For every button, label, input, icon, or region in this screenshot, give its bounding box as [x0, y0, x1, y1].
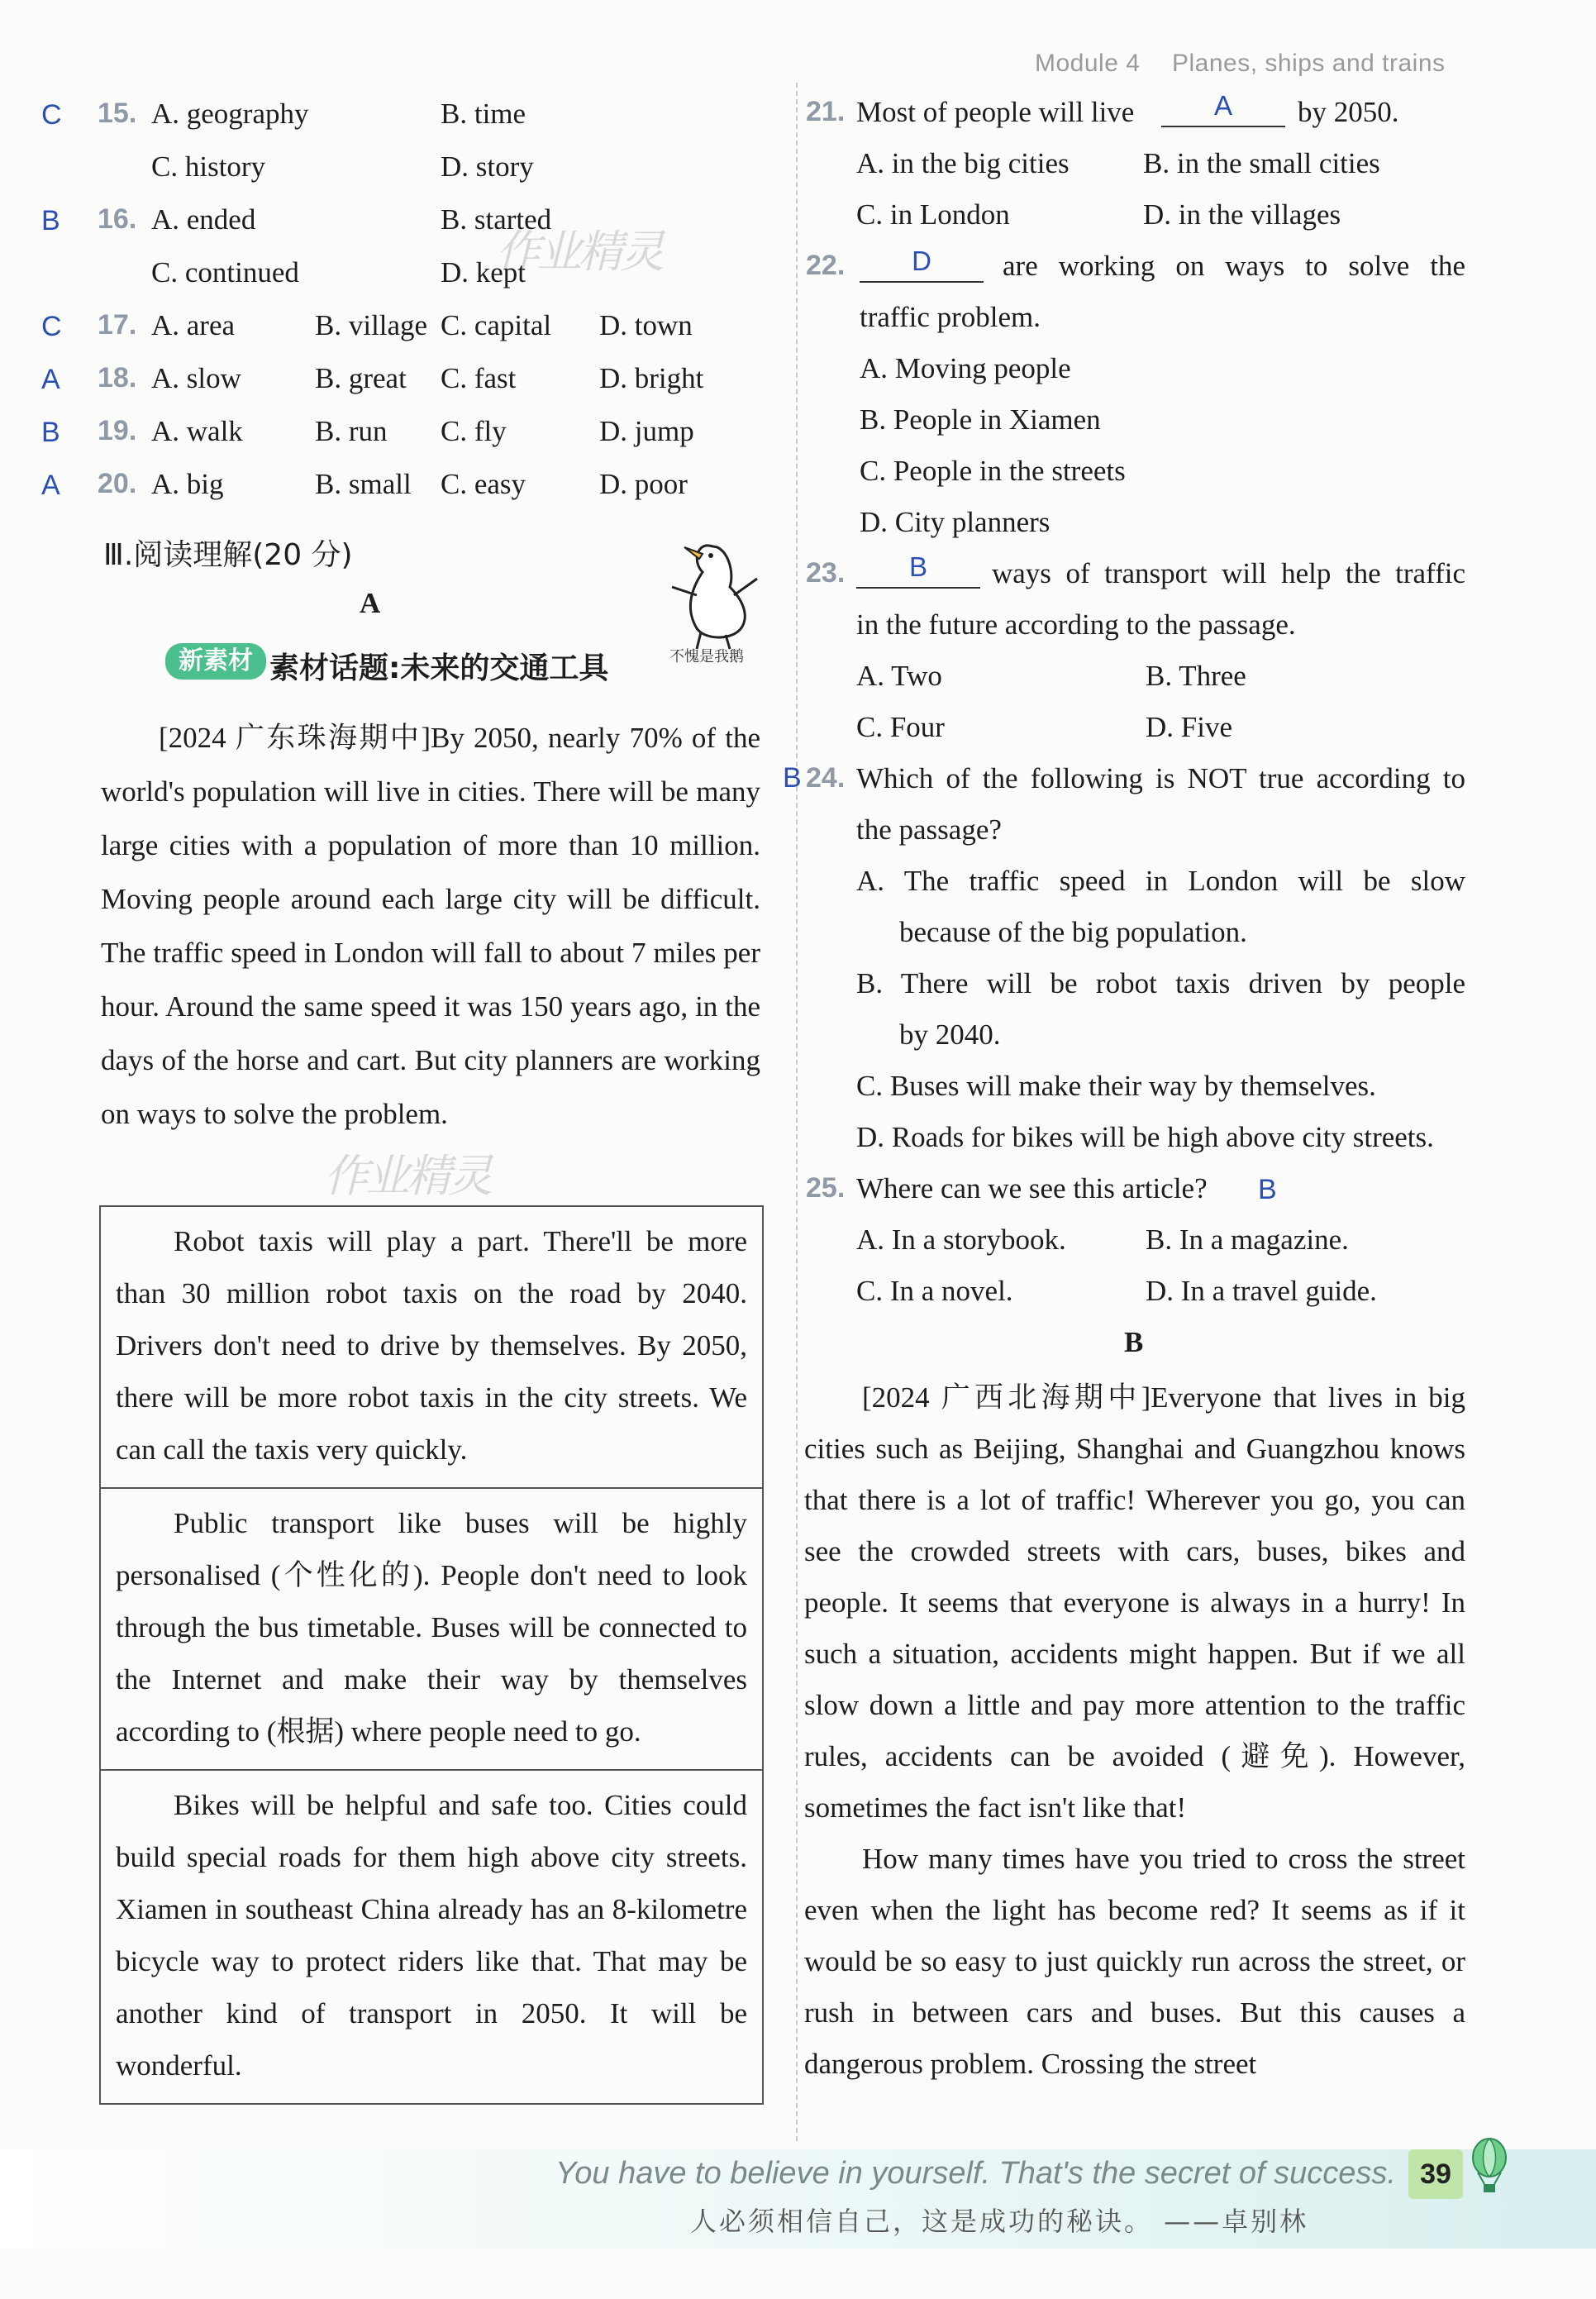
option-17b: B. village	[315, 309, 428, 341]
option-16c: C. continued	[151, 256, 299, 289]
option-21d: D. in the villages	[1143, 198, 1341, 231]
passage-b-label: B	[1124, 1326, 1144, 1358]
question-number-18: 18.	[98, 362, 137, 394]
option-15c: C. history	[151, 150, 266, 183]
option-16d: D. kept	[441, 256, 526, 289]
answer-15: C	[41, 99, 62, 131]
option-20b: B. small	[315, 468, 412, 500]
option-24b-line2: by 2040.	[899, 1018, 1001, 1051]
q25-stem: Where can we see this article?	[856, 1172, 1208, 1204]
option-16b: B. started	[441, 203, 552, 236]
passage-b-paragraph-2: How many times have you tried to cross the street even when the light has become red? It seems as if it would be so easy to just quickly run across the street, or rush in between cars and buses. But this causes a dangerous problem. Crossing the street	[804, 1843, 1465, 2080]
footer-motto-chinese: 人必须相信自己，这是成功的秘诀。 ——卓别林	[690, 2206, 1309, 2237]
option-21b: B. in the small cities	[1143, 147, 1380, 179]
q22-stem-line2: traffic problem.	[860, 301, 1041, 333]
passage-b	[804, 1372, 1465, 2090]
table-cell-robot-taxis: Robot taxis will play a part. There'll be more than 30 million robot taxis on the road by 2040. Drivers don't need to drive by themselves. By 2050, there will be more robot taxis in the city streets. We can call the taxis very quickly.	[101, 1207, 762, 1489]
answer-19: B	[41, 417, 60, 448]
question-number-16: 16.	[98, 203, 137, 235]
answer-20: A	[41, 470, 60, 501]
passage-a-table	[99, 1205, 764, 2105]
answer-22: D	[912, 246, 931, 276]
table-cell-bikes: Bikes will be helpful and safe too. Cities could build special roads for them high above city streets. Xiamen in southeast China already has an 8-kilometre bicycle way to protect riders like that. That may be another kind of transport in 2050. It will be wonderful.	[116, 1789, 747, 2082]
q24-stem-line2: the passage?	[856, 813, 1002, 846]
answer-23: B	[908, 551, 927, 582]
passage-b-paragraph-1: [2024 广西北海期中]Everyone that lives in big cities such as Beijing, Shanghai and Guangzhou knows that there is a lot of traffic! Wherever you go, you can see the crowded streets with cars, buses, bikes and people. It seems that everyone is always in a hurry! In such a situation, accidents might happen. But if we all slow down a little and pay more attention to the traffic rules, accidents can be avoided (避免). However, sometimes the fact isn't like that!	[804, 1381, 1465, 1824]
option-23a: A. Two	[856, 660, 942, 692]
option-21c: C. in London	[856, 198, 1010, 231]
question-number-22: 22.	[806, 250, 846, 281]
option-23d: D. Five	[1146, 711, 1232, 743]
question-number-20: 20.	[98, 468, 137, 499]
q22-blank	[860, 248, 984, 283]
option-19c: C. fly	[441, 415, 507, 447]
option-22b: B. People in Xiamen	[860, 403, 1101, 436]
q24-stem-line1: Which of the following is NOT true according to	[856, 762, 1465, 794]
option-15a: A. geography	[151, 98, 309, 130]
option-24c: C. Buses will make their way by themselves.	[856, 1070, 1376, 1102]
q21-stem-post: by 2050.	[1298, 96, 1399, 128]
option-23c: C. Four	[856, 711, 945, 743]
goose-mascot-icon	[651, 529, 767, 653]
option-24b-line1: B. There will be robot taxis driven by people	[856, 967, 1465, 999]
option-23b: B. Three	[1146, 660, 1246, 692]
footer-motto-english: You have to believe in yourself. That's the secret of success.	[555, 2156, 1396, 2191]
option-22d: D. City planners	[860, 506, 1051, 538]
q23-blank	[856, 551, 980, 589]
answer-21: A	[1213, 90, 1232, 121]
option-19a: A. walk	[151, 415, 243, 447]
option-24a-line1: A. The traffic speed in London will be slow	[856, 865, 1465, 897]
answer-25: B	[1258, 1174, 1277, 1205]
option-25d: D. In a travel guide.	[1146, 1275, 1377, 1307]
question-number-23: 23.	[806, 557, 846, 589]
option-25a: A. In a storybook.	[856, 1223, 1066, 1256]
passage-a-intro-text: [2024 广东珠海期中]By 2050, nearly 70% of the world's population will live in cities. There will be many large cities with a population of more than 10 million. Moving people around each large city will be difficult. The traffic speed in London will fall to about 7 miles per hour. Around the same speed it was 150 years ago, in the days of the horse and cart. But city planners are working on ways to solve the problem.	[101, 722, 760, 1130]
option-21a: A. in the big cities	[856, 147, 1070, 179]
q21-stem-pre: Most of people will live	[856, 96, 1135, 128]
option-25b: B. In a magazine.	[1146, 1223, 1349, 1256]
option-22c: C. People in the streets	[860, 455, 1126, 487]
q23-stem-line1: ways of transport will help the traffic	[992, 557, 1465, 589]
q23-stem-line2: in the future according to the passage.	[856, 608, 1296, 641]
option-18a: A. slow	[151, 362, 241, 394]
answer-24: B	[783, 762, 802, 794]
option-24d: D. Roads for bikes will be high above city streets.	[856, 1121, 1434, 1153]
question-number-21: 21.	[806, 96, 846, 127]
table-cell-public-transport: Public transport like buses will be highly personalised (个性化的). People don't need to look through the bus timetable. Buses will be connected to the Internet and make their way by themselves according to (根据) where people need to go.	[101, 1489, 762, 1771]
module-label: Module 4	[1035, 50, 1141, 77]
new-material-badge: 新素材	[165, 643, 266, 680]
answer-16: B	[41, 205, 60, 236]
module-title: Planes, ships and trains	[1172, 50, 1446, 77]
option-18d: D. bright	[599, 362, 704, 394]
option-16a: A. ended	[151, 203, 256, 236]
question-number-15: 15.	[98, 98, 137, 129]
question-number-24: 24.	[806, 762, 846, 794]
passage-a-label: A	[360, 587, 381, 619]
option-17d: D. town	[599, 309, 693, 341]
option-20c: C. easy	[441, 468, 526, 500]
option-22a: A. Moving people	[860, 352, 1071, 384]
question-number-19: 19.	[98, 415, 137, 446]
option-15d: D. story	[441, 150, 534, 183]
option-18c: C. fast	[441, 362, 517, 394]
q21-blank	[1161, 90, 1285, 127]
option-25c: C. In a novel.	[856, 1275, 1013, 1307]
hot-air-balloon-icon	[1470, 2138, 1509, 2196]
page-number: 39	[1408, 2149, 1463, 2199]
section-heading: Ⅲ.阅读理解(20 分)	[103, 538, 353, 572]
option-19d: D. jump	[599, 415, 694, 447]
option-19b: B. run	[315, 415, 388, 447]
option-17a: A. area	[151, 309, 236, 341]
answer-18: A	[41, 364, 60, 395]
option-20a: A. big	[151, 468, 224, 500]
answer-17: C	[41, 311, 62, 342]
topic-title: 素材话题:未来的交通工具	[269, 651, 609, 685]
q22-stem-line1: are working on ways to solve the	[1003, 250, 1465, 282]
column-divider	[796, 83, 798, 2141]
watermark-middle: 作业精灵	[324, 1150, 489, 1202]
question-number-17: 17.	[98, 309, 137, 341]
question-number-25: 25.	[806, 1172, 846, 1204]
option-18b: B. great	[315, 362, 407, 394]
option-15b: B. time	[441, 98, 526, 130]
option-24a-line2: because of the big population.	[899, 916, 1247, 948]
passage-a-intro	[101, 711, 760, 1141]
watermark-top: 作业精灵	[496, 226, 661, 278]
mascot-caption: 不愧是我鹅	[669, 648, 744, 665]
option-20d: D. poor	[599, 468, 688, 500]
option-17c: C. capital	[441, 309, 552, 341]
